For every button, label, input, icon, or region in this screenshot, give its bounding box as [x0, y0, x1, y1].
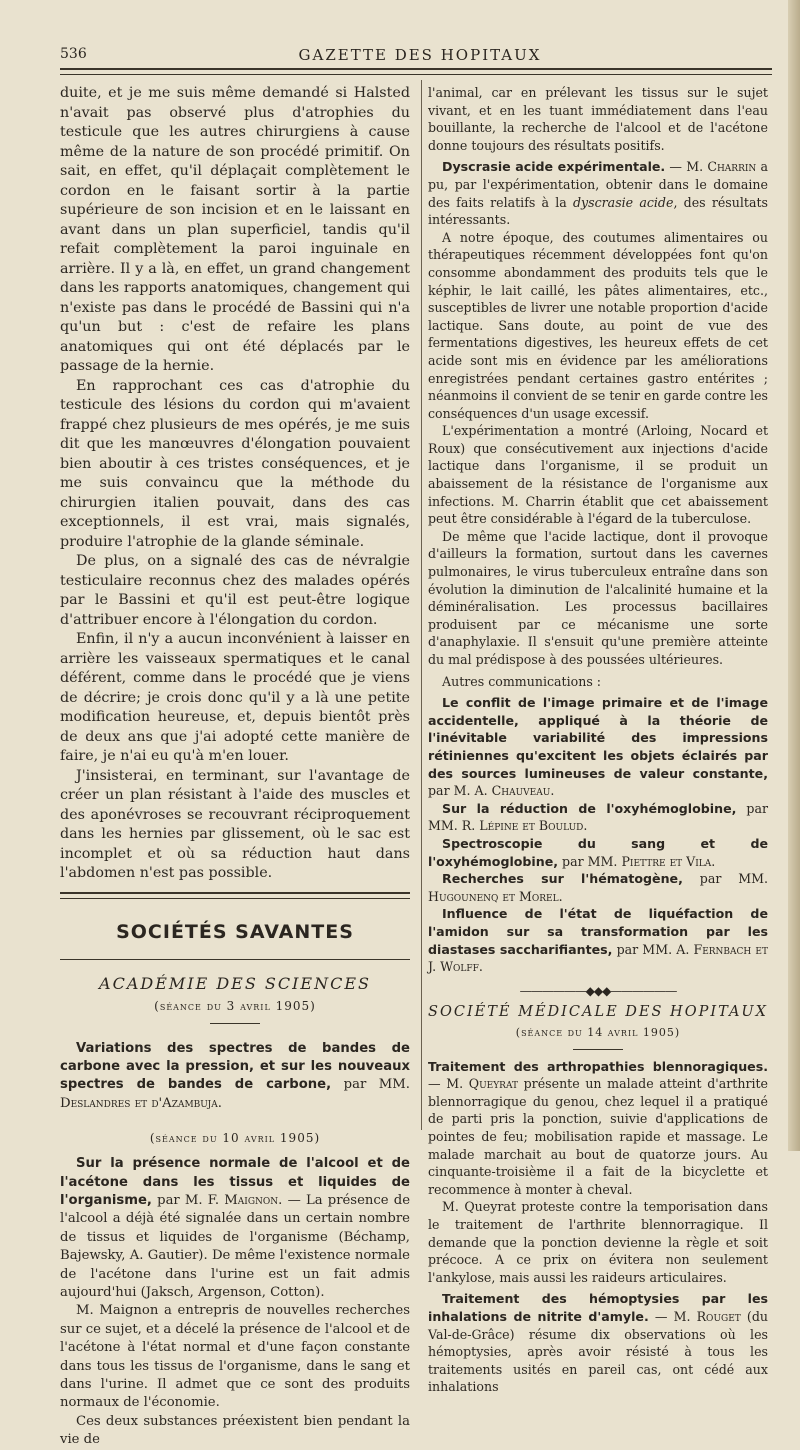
section-rule [60, 959, 410, 960]
item-dash: — M. [665, 159, 708, 175]
paragraph: M. Maignon a entrepris de nouvelles recherches sur ce sujet, et a décelé la présence de l'alcool et de l'acétone à l'état normal et d'une façon constante dans tous les tissus de l'organisme, dans le sang et dans l'urine. Il admet que ce sont des produits normaux de l'économie. [60, 1303, 410, 1411]
communication-item [60, 1155, 410, 1450]
running-title: GAZETTE DES HOPITAUX [298, 46, 542, 64]
item-title: Recherches sur l'hématogène, [442, 871, 683, 887]
item-title: Spectroscopie du sang et de l'oxyhémoglobine, [428, 835, 768, 869]
item-by: par MM. A. [612, 941, 694, 957]
session-date: (séance du 10 avril 1905) [149, 1131, 321, 1146]
item-title: Influence de l'état de liquéfaction de l'amidon sur sa transformation par les diastases saccharifiantes, [428, 906, 768, 957]
item-by: par M. A. [428, 783, 492, 799]
item-author: Rouget [696, 1309, 741, 1324]
paragraph: De plus, on a signalé des cas de névralgie testiculaire reconnus chez des malades opérés par le Bassini et qu'il est peut-être logique d'attribuer encore à l'élongation du cordon. [60, 553, 410, 628]
communication-item [428, 1290, 768, 1396]
item-author: Charrin [707, 159, 757, 175]
session-date: (séance du 14 avril 1905) [515, 1025, 681, 1039]
section-rule [60, 892, 410, 899]
paragraph: J'insisterai, en terminant, sur l'avantage de créer un plan résistant à l'aide des muscles et des aponévroses se recouvrant réciproquement dans les hernies par glissement, où le sac est incomplet et où sa réduction haut dans l'abdomen n'est pas possible. [60, 767, 410, 881]
communication-item [428, 158, 768, 228]
item-by: par MM. R. [428, 800, 769, 834]
paragraph: l'animal, car en prélevant les tissus sur le sujet vivant, et en les tuant immédiatement dans l'eau bouillante, la recherche de l'alcool et de l'acétone donne toujours des résultats positifs. [428, 85, 768, 153]
other-communications-label: Autres communications : [442, 673, 602, 689]
header-rule [60, 68, 772, 75]
item-author: Hugounenq et Morel. [428, 888, 563, 904]
item-by: par M. F. [157, 1192, 220, 1208]
item-title: Variations des spectres de bandes de carbone avec la pression, et sur les nouveaux spectres de bandes de carbone, [60, 1040, 410, 1093]
item-text: — La présence de l'alcool a déjà été signalée dans un certain nombre de tissus et liquides de l'organisme (Béchamp, Bajewsky, A. Gautier). De même l'existence normale de l'acétone dans l'urine est un fait admis aujourd'hui (Jaksch, Argenson, Cotton). [60, 1192, 411, 1300]
item-italic: dyscrasie acide [572, 194, 674, 210]
item-title: Traitement des hémoptysies par les inhalations de nitrite d'amyle. [428, 1291, 768, 1324]
item-author: Maignon. [224, 1192, 283, 1208]
communication-item [428, 800, 768, 835]
communication-item [428, 870, 768, 905]
paragraph: Enfin, il n'y a aucun inconvénient à laisser en arrière les vaisseaux spermatiques et le canal déférent, comme dans le procédé que je viens de décrire; je crois donc qu'il y a là une petite modification heureuse, et, depuis bientôt près de deux ans que j'ai adopté cette manière de faire, je n'ai eu qu'à m'en louer. [60, 631, 410, 764]
item-title: Sur la présence normale de l'alcool et de l'acétone dans les tissus et liquides de l'organisme, [60, 1156, 410, 1208]
left-column [60, 84, 410, 1450]
item-dash: — M. [648, 1309, 697, 1324]
page-edge [788, 0, 800, 1151]
item-dash: — M. [428, 1076, 469, 1092]
paragraph: L'expérimentation a montré (Arloing, Nocard et Roux) que consécutivement aux injections d'acide lactique dans l'organisme, il se produit un abaissement de la résistance de l'organisme aux infections. M. Charrin établit que cet abaissement peut être considérable à l'égard de la tuberculose. [428, 423, 768, 527]
paragraph: En rapprochant ces cas d'atrophie du testicule des lésions du cordon qui m'avaient frappé chez plusieurs de mes opérés, je me suis dit que les manœuvres d'élongation pouvaient bien aboutir à ces tristes conséquences, et je me suis convaincu que la méthode du chirurgien italien pouvait, dans des cas exceptionnels, il est vrai, mais signalés, produire l'atrophie de la glande séminale. [60, 377, 410, 550]
item-title: Traitement des arthropathies blennoragiques. [428, 1058, 768, 1074]
society-heading: ACADÉMIE DES SCIENCES [99, 973, 371, 993]
short-rule [210, 1023, 260, 1024]
item-author: Piettre et Vila. [621, 853, 716, 869]
right-column [428, 84, 768, 1396]
item-author: Lépine et Boulud. [479, 818, 588, 834]
paragraph: A notre époque, des coutumes alimentaires ou thérapeutiques récemment développées font qu'on consomme abondamment des produits tels que le képhir, le lait caillé, les pâtes alimentaires, etc., susceptibles de livrer une notable proportion d'acide lactique. Sans doute, au point de vue des fermentations digestives, les heureux effets de cet acide sont mis en évidence par les améliorations enregistrées pendant certaines gastro entérites ; néanmoins il convient de se tenir en garde contre les conséquences d'un usage excessif. [428, 229, 768, 421]
item-authors: Deslandres et d'Azambuja. [60, 1095, 222, 1111]
item-title: Sur la réduction de l'oxyhémoglobine, [442, 800, 737, 816]
ornament-divider: ——————◆◆◆—————— [519, 983, 677, 998]
page-header [60, 44, 780, 68]
communication-item [428, 694, 768, 800]
column-divider [421, 80, 422, 1130]
section-title: SOCIÉTÉS SAVANTES [116, 920, 354, 943]
item-by: par MM. [343, 1077, 411, 1093]
session-date: (séance du 3 avril 1905) [154, 998, 316, 1013]
item-text: présente un malade atteint d'arthrite blennorragique du genou, chez lequel il a pratiqué de parti pris la ponction, suivie d'applications de pointes de feu; mobilisation rapide et massage. Le malade marchait au bout de quatorze jours. Au cinquante-troisième il a fait de la bicyclette et recommence à monter à cheval. [428, 1076, 769, 1197]
communication-item [428, 835, 768, 870]
item-by: par MM. [558, 853, 622, 869]
item-author: Fernbach et J. Wolff. [428, 941, 768, 975]
item-author: Queyrat [468, 1076, 518, 1092]
communication-item [428, 905, 768, 975]
paragraph: M. Queyrat proteste contre la temporisation dans le traitement de l'arthrite blennorragique. Il demande que la ponction devienne la règle et soit précoce. A ce prix on évitera non seulement l'ankylose, mais aussi les raideurs articulaires. [428, 1199, 768, 1285]
paragraph: duite, et je me suis même demandé si Halsted n'avait pas observé plus d'atrophies du testicule que les autres chirurgiens à cause même de la nature de son procédé primitif. On sait, en effet, qu'il déplaçait complètement le cordon en le faisant sortir à la partie supérieure de son incision et en le laissant en avant dans un plan superficiel, tandis qu'il refait complètement la paroi inguinale en arrière. Il y a là, en effet, un grand changement dans les rapports anatomiques, changement qui n'existe pas dans le procédé de Bassini qui n'a qu'un but : c'est de refaire les plans anatomiques qui ont été déplacés par le passage de la hernie. [60, 85, 410, 374]
item-author: Chauveau. [491, 783, 555, 799]
page-number: 536 [60, 46, 87, 62]
communication-item [60, 1040, 410, 1114]
paragraph: Ces deux substances préexistent bien pendant la vie de [60, 1413, 410, 1448]
item-title: Dyscrasie acide expérimentale. [442, 159, 666, 175]
paragraph: De même que l'acide lactique, dont il provoque d'ailleurs la formation, surtout dans les cavernes pulmonaires, le virus tuberculeux entraîne dans son évolution la diminution de l'alcalinité humaine et la déminéralisation. Les processus bacillaires produisent par ce mécanisme une sorte d'anaphylaxie. Il s'ensuit qu'une première atteinte du mal prédispose à des poussées ultérieures. [428, 528, 768, 667]
short-rule [573, 1049, 623, 1050]
communication-item [428, 1058, 768, 1199]
item-by: par MM. [682, 871, 769, 887]
society-heading: SOCIÉTÉ MÉDICALE DES HOPITAUX [428, 1003, 768, 1020]
item-title: Le conflit de l'image primaire et de l'image accidentelle, appliqué à la théorie de l'inévitable variabilité des impressions rétiniennes qu'excitent les objets éclairés par des sources lumineuses de valeur constante, [428, 695, 768, 781]
item-text: a pu, par l'expérimentation, obtenir dans le domaine des faits relatifs à la [428, 159, 768, 210]
item-text: , des résultats intéressants. [428, 194, 769, 228]
item-text: (du Val-de-Grâce) résume dix observations où les hémoptysies, après avoir résisté à tous les traitements usités en pareil cas, ont cédé aux inhalations [428, 1309, 768, 1395]
